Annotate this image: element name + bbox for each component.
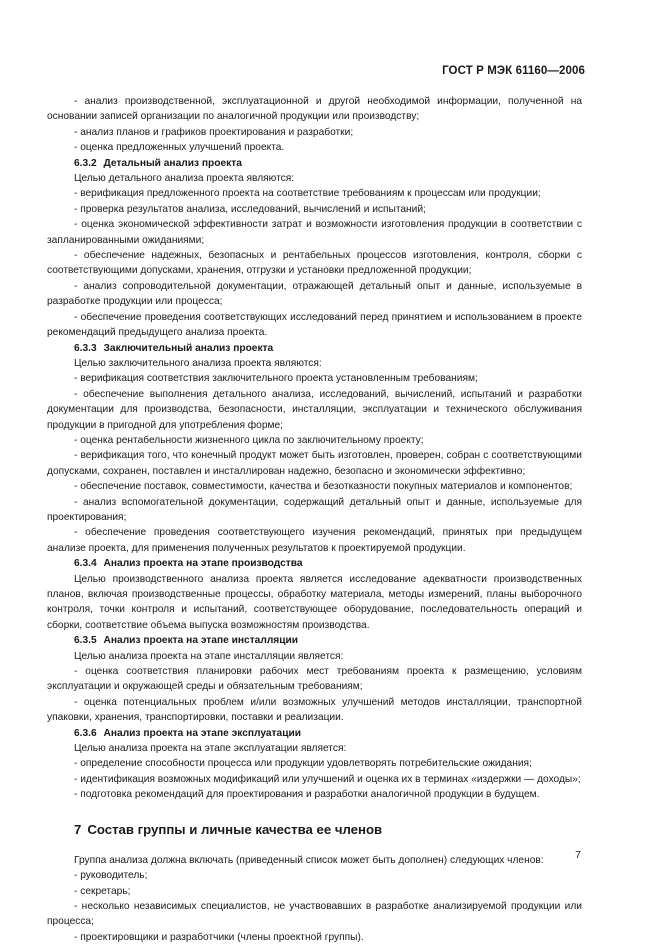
subsection-title: Детальный анализ проекта [103, 157, 242, 169]
subsection-number: 6.3.5 [74, 635, 97, 647]
paragraph: - обеспечение выполнения детального анализа, исследований, вычислений, испытаний и разработки документации для производства, безопасности, инсталляции, эксплуатации и технического обслуживания продукции в пригодной для употребления форме; [47, 388, 582, 431]
paragraph: - идентификация возможных модификаций или улучшений и оценка их в терминах «издержки — доходы»; [74, 773, 581, 785]
paragraph: - несколько независимых специалистов, не участвовавших в разработке анализируемой продукции или процесса; [47, 900, 582, 928]
section-title: Состав группы и личные качества ее членов [87, 821, 383, 837]
subsection-heading-6-3-6 [47, 726, 582, 741]
paragraph: - анализ планов и графиков проектирования и разработки; [74, 126, 354, 138]
subsection-title: Заключительный анализ проекта [103, 342, 274, 354]
paragraph: - определение способности процесса или продукции удовлетворять потребительские ожидания; [74, 758, 532, 770]
subsection-heading-6-3-2 [47, 156, 582, 171]
paragraph: - верификация соответствия заключительного проекта установленным требованиям; [74, 373, 478, 385]
paragraph: - оценка экономической эффективности затрат и возможности изготовления продукции в соответствии с запланированными ожиданиями; [47, 219, 582, 246]
paragraph: Целью анализа проекта на этапе инсталляции является: [74, 650, 344, 662]
paragraph: - оценка соответствия планировки рабочих мест требованиям проекта к размещению, условиям эксплуатации и окружающей среды и обязательным требованиям; [47, 666, 582, 693]
subsection-number: 6.3.4 [74, 558, 97, 570]
paragraph: - анализ производственной, эксплуатационной и другой необходимой информации, полученной на основании записей организации по аналогичной продукции или производству; [47, 96, 582, 123]
document-header: ГОСТ Р МЭК 61160—2006 [442, 65, 585, 77]
subsection-number: 6.3.6 [74, 727, 97, 739]
paragraph: - верификация того, что конечный продукт может быть изготовлен, проверен, собран с соответствующими допусками, сохранен, поставлен и инсталлирован надежно, безопасно и экономически эффективно; [47, 450, 582, 477]
subsection-title: Анализ проекта на этапе инсталляции [103, 635, 299, 647]
paragraph: - обеспечение надежных, безопасных и рентабельных процессов изготовления, контроля, сборки с соответствующими допусками, хранения, отгрузки и установки предложенной продукции; [47, 250, 582, 277]
paragraph: - секретарь; [74, 885, 131, 897]
subsection-heading-6-3-4 [47, 556, 582, 571]
paragraph: - обеспечение проведения соответствующего изучения рекомендаций, принятых при предыдущем анализе проекта, для применения полученных результатов к проектируемой продукции. [47, 527, 582, 554]
paragraph: - проверка результатов анализа, исследований, вычислений и испытаний; [74, 203, 426, 215]
paragraph: - верификация предложенного проекта на соответствие требованиям к процессам или продукции; [74, 188, 541, 200]
paragraph: - оценка предложенных улучшений проекта. [74, 142, 285, 154]
paragraph: Целью производственного анализа проекта является исследование адекватности производственных планов, включая производственные процессы, обработку материала, методы измерений, планы выборочного контроля, точки контроля и испытаний, соответствующее оборудование, последовательность операций и сборки, соответствие объема выпуска возможностям производства. [47, 573, 582, 631]
subsection-number: 6.3.2 [74, 157, 97, 169]
paragraph: Целью детального анализа проекта являются: [74, 173, 295, 185]
paragraph: - подготовка рекомендаций для проектирования и разработки аналогичной продукции в будущем. [74, 789, 540, 801]
paragraph: - обеспечение проведения соответствующих исследований перед принятием и использованием в проекте рекомендаций предыдущего анализа проекта. [47, 311, 582, 339]
page-number: 7 [575, 849, 581, 861]
paragraph: - оценка рентабельности жизненного цикла по заключительному проекту; [74, 434, 424, 446]
subsection-heading-6-3-3 [47, 341, 582, 356]
paragraph: - анализ сопроводительной документации, отражающей детальный опыт и данные, используемые в разработке продукции или процесса; [47, 280, 582, 308]
paragraph: - обеспечение поставок, совместимости, качества и безотказности покупных материалов и компонентов; [74, 481, 573, 493]
paragraph: Целью заключительного анализа проекта являются: [74, 357, 322, 369]
paragraph: Целью анализа проекта на этапе эксплуатации является: [74, 743, 347, 755]
subsection-number: 6.3.3 [74, 342, 97, 354]
section-heading-7 [47, 821, 582, 839]
paragraph: - оценка потенциальных проблем и/или возможных улучшений методов инсталляции, транспортной упаковки, хранения, транспортировки, поставки и реализации. [47, 696, 582, 724]
document-body [47, 94, 582, 945]
paragraph: - проектировщики и разработчики (члены проектной группы). [74, 931, 364, 943]
paragraph: - руководитель; [74, 870, 148, 882]
subsection-title: Анализ проекта на этапе производства [103, 558, 303, 570]
section-number: 7 [74, 821, 82, 837]
subsection-title: Анализ проекта на этапе эксплуатации [103, 727, 302, 739]
paragraph: - анализ вспомогательной документации, содержащий детальный опыт и данные, используемые для проектирования; [47, 496, 582, 523]
subsection-heading-6-3-5 [47, 633, 582, 648]
paragraph: Группа анализа должна включать (приведенный список может быть дополнен) следующих членов: [74, 854, 544, 866]
